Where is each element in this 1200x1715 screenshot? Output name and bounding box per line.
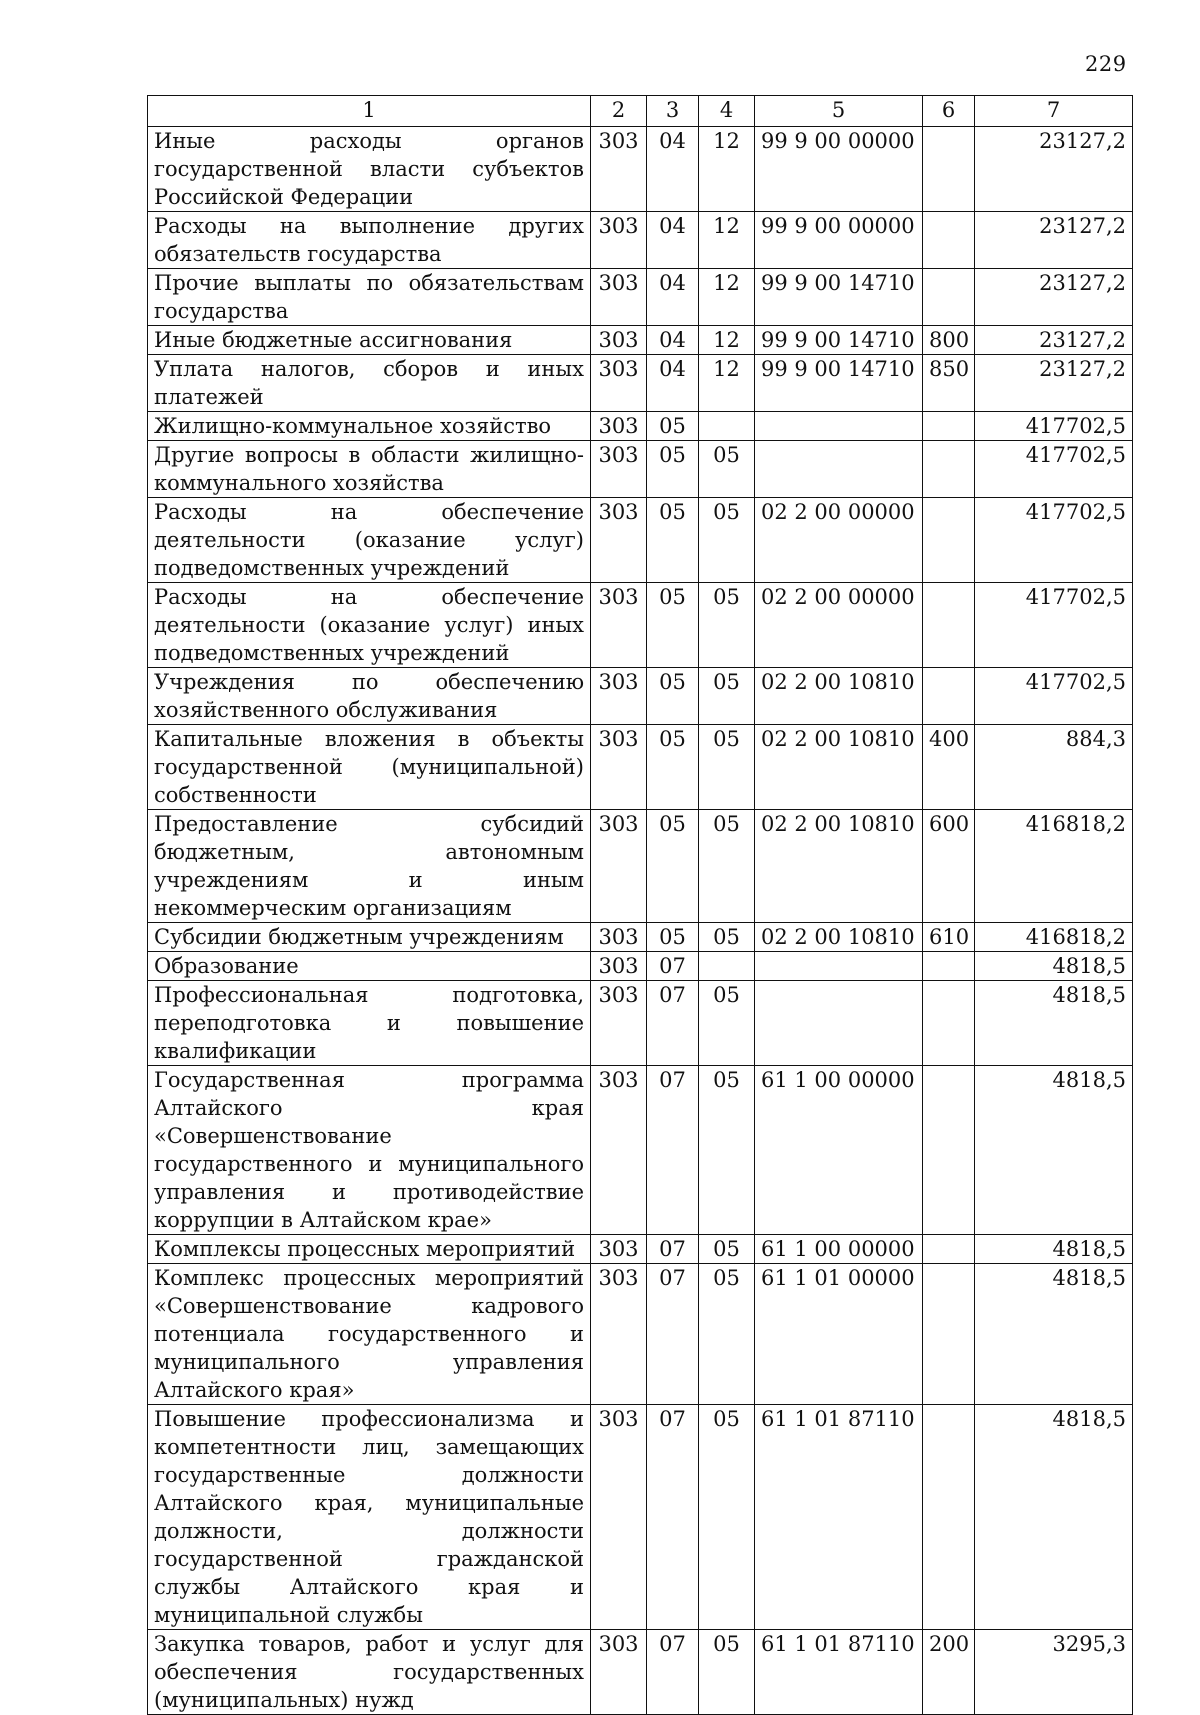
- target-article-cell: 61 1 00 00000: [755, 1066, 923, 1235]
- expense-name-cell: Субсидии бюджетным учреждениям: [148, 923, 591, 952]
- subsection-code-cell: 12: [699, 355, 755, 412]
- ministry-code-cell: 303: [591, 952, 647, 981]
- section-code-cell: 07: [647, 1235, 699, 1264]
- page-number: 229: [1085, 52, 1127, 76]
- target-article-cell: 99 9 00 00000: [755, 127, 923, 212]
- ministry-code-cell: 303: [591, 1630, 647, 1715]
- column-header: 5: [755, 96, 923, 127]
- ministry-code-cell: 303: [591, 355, 647, 412]
- target-article-cell: [755, 412, 923, 441]
- subsection-code-cell: 05: [699, 923, 755, 952]
- target-article-cell: 02 2 00 10810: [755, 923, 923, 952]
- amount-cell: 417702,5: [975, 583, 1133, 668]
- expense-type-cell: [923, 441, 975, 498]
- amount-cell: 416818,2: [975, 923, 1133, 952]
- section-code-cell: 05: [647, 498, 699, 583]
- target-article-cell: 02 2 00 10810: [755, 668, 923, 725]
- section-code-cell: 04: [647, 127, 699, 212]
- expense-name-cell: Прочие выплаты по обязательствам государства: [148, 269, 591, 326]
- section-code-cell: 05: [647, 441, 699, 498]
- table-row: [148, 269, 1133, 326]
- expense-name-cell: Предоставление субсидий бюджетным, автономным учреждениям и иным некоммерческим организациям: [148, 810, 591, 923]
- subsection-code-cell: 05: [699, 441, 755, 498]
- table-row: [148, 952, 1133, 981]
- header-row: [148, 96, 1133, 127]
- table-row: [148, 441, 1133, 498]
- subsection-code-cell: 05: [699, 1235, 755, 1264]
- expense-type-cell: [923, 212, 975, 269]
- ministry-code-cell: 303: [591, 412, 647, 441]
- expense-type-cell: 600: [923, 810, 975, 923]
- amount-cell: 3295,3: [975, 1630, 1133, 1715]
- expense-type-cell: [923, 412, 975, 441]
- ministry-code-cell: 303: [591, 981, 647, 1066]
- section-code-cell: 05: [647, 668, 699, 725]
- target-article-cell: 61 1 01 87110: [755, 1405, 923, 1630]
- table-row: [148, 1264, 1133, 1405]
- expense-name-cell: Профессиональная подготовка, переподготовка и повышение квалификации: [148, 981, 591, 1066]
- table-row: [148, 1405, 1133, 1630]
- expense-type-cell: [923, 668, 975, 725]
- amount-cell: 417702,5: [975, 412, 1133, 441]
- section-code-cell: 05: [647, 923, 699, 952]
- table-row: [148, 1235, 1133, 1264]
- subsection-code-cell: 05: [699, 583, 755, 668]
- budget-table: [147, 95, 1133, 1715]
- amount-cell: 23127,2: [975, 127, 1133, 212]
- expense-name-cell: Иные бюджетные ассигнования: [148, 326, 591, 355]
- subsection-code-cell: 05: [699, 1405, 755, 1630]
- ministry-code-cell: 303: [591, 1066, 647, 1235]
- target-article-cell: 02 2 00 10810: [755, 810, 923, 923]
- ministry-code-cell: 303: [591, 583, 647, 668]
- expense-name-cell: Жилищно-коммунальное хозяйство: [148, 412, 591, 441]
- table-row: [148, 725, 1133, 810]
- expense-type-cell: [923, 1235, 975, 1264]
- expense-type-cell: 850: [923, 355, 975, 412]
- target-article-cell: 02 2 00 00000: [755, 583, 923, 668]
- expense-type-cell: 200: [923, 1630, 975, 1715]
- expense-name-cell: Иные расходы органов государственной власти субъектов Российской Федерации: [148, 127, 591, 212]
- target-article-cell: [755, 441, 923, 498]
- section-code-cell: 07: [647, 1066, 699, 1235]
- ministry-code-cell: 303: [591, 1235, 647, 1264]
- expense-type-cell: 800: [923, 326, 975, 355]
- table-row: [148, 583, 1133, 668]
- table-row: [148, 412, 1133, 441]
- amount-cell: 417702,5: [975, 668, 1133, 725]
- table-row: [148, 1630, 1133, 1715]
- expense-name-cell: Государственная программа Алтайского края «Совершенствование государственного и муниципального управления и противодействие коррупции в Алтайском крае»: [148, 1066, 591, 1235]
- section-code-cell: 07: [647, 1264, 699, 1405]
- target-article-cell: 02 2 00 10810: [755, 725, 923, 810]
- column-header: 4: [699, 96, 755, 127]
- subsection-code-cell: 05: [699, 981, 755, 1066]
- subsection-code-cell: 05: [699, 725, 755, 810]
- column-header: 1: [148, 96, 591, 127]
- target-article-cell: 99 9 00 14710: [755, 326, 923, 355]
- column-header: 3: [647, 96, 699, 127]
- expense-type-cell: [923, 1264, 975, 1405]
- ministry-code-cell: 303: [591, 326, 647, 355]
- section-code-cell: 04: [647, 326, 699, 355]
- amount-cell: 23127,2: [975, 269, 1133, 326]
- amount-cell: 4818,5: [975, 1235, 1133, 1264]
- amount-cell: 4818,5: [975, 1066, 1133, 1235]
- section-code-cell: 04: [647, 212, 699, 269]
- target-article-cell: [755, 952, 923, 981]
- expense-name-cell: Образование: [148, 952, 591, 981]
- column-header: 2: [591, 96, 647, 127]
- expense-name-cell: Капитальные вложения в объекты государственной (муниципальной) собственности: [148, 725, 591, 810]
- target-article-cell: 61 1 01 00000: [755, 1264, 923, 1405]
- subsection-code-cell: 05: [699, 810, 755, 923]
- table-body: [148, 127, 1133, 1715]
- subsection-code-cell: 05: [699, 1264, 755, 1405]
- expense-name-cell: Учреждения по обеспечению хозяйственного обслуживания: [148, 668, 591, 725]
- amount-cell: 4818,5: [975, 952, 1133, 981]
- ministry-code-cell: 303: [591, 212, 647, 269]
- table-row: [148, 810, 1133, 923]
- section-code-cell: 07: [647, 981, 699, 1066]
- expense-type-cell: [923, 127, 975, 212]
- target-article-cell: 99 9 00 14710: [755, 269, 923, 326]
- expense-name-cell: Уплата налогов, сборов и иных платежей: [148, 355, 591, 412]
- expense-type-cell: 610: [923, 923, 975, 952]
- ministry-code-cell: 303: [591, 810, 647, 923]
- amount-cell: 417702,5: [975, 498, 1133, 583]
- target-article-cell: 02 2 00 00000: [755, 498, 923, 583]
- expense-name-cell: Расходы на выполнение других обязательств государства: [148, 212, 591, 269]
- expense-name-cell: Комплекс процессных мероприятий «Совершенствование кадрового потенциала государственного и муниципального управления Алтайского края»: [148, 1264, 591, 1405]
- section-code-cell: 05: [647, 725, 699, 810]
- table-row: [148, 981, 1133, 1066]
- amount-cell: 884,3: [975, 725, 1133, 810]
- ministry-code-cell: 303: [591, 127, 647, 212]
- subsection-code-cell: 05: [699, 1066, 755, 1235]
- target-article-cell: 61 1 00 00000: [755, 1235, 923, 1264]
- target-article-cell: 61 1 01 87110: [755, 1630, 923, 1715]
- amount-cell: 4818,5: [975, 1405, 1133, 1630]
- expense-type-cell: [923, 981, 975, 1066]
- subsection-code-cell: 05: [699, 1630, 755, 1715]
- expense-name-cell: Другие вопросы в области жилищно-коммунального хозяйства: [148, 441, 591, 498]
- amount-cell: 23127,2: [975, 212, 1133, 269]
- expense-type-cell: [923, 1405, 975, 1630]
- subsection-code-cell: [699, 412, 755, 441]
- ministry-code-cell: 303: [591, 498, 647, 583]
- ministry-code-cell: 303: [591, 725, 647, 810]
- subsection-code-cell: 05: [699, 498, 755, 583]
- expense-type-cell: [923, 498, 975, 583]
- target-article-cell: [755, 981, 923, 1066]
- amount-cell: 4818,5: [975, 981, 1133, 1066]
- table-row: [148, 668, 1133, 725]
- section-code-cell: 07: [647, 952, 699, 981]
- section-code-cell: 05: [647, 583, 699, 668]
- expense-name-cell: Комплексы процессных мероприятий: [148, 1235, 591, 1264]
- amount-cell: 416818,2: [975, 810, 1133, 923]
- expense-name-cell: Расходы на обеспечение деятельности (оказание услуг) иных подведомственных учреждений: [148, 583, 591, 668]
- amount-cell: 23127,2: [975, 355, 1133, 412]
- amount-cell: 4818,5: [975, 1264, 1133, 1405]
- expense-type-cell: [923, 269, 975, 326]
- expense-type-cell: [923, 1066, 975, 1235]
- table-row: [148, 212, 1133, 269]
- table-row: [148, 498, 1133, 583]
- section-code-cell: 05: [647, 810, 699, 923]
- subsection-code-cell: 12: [699, 127, 755, 212]
- expense-name-cell: Расходы на обеспечение деятельности (оказание услуг) подведомственных учреждений: [148, 498, 591, 583]
- column-header: 6: [923, 96, 975, 127]
- subsection-code-cell: 12: [699, 326, 755, 355]
- section-code-cell: 07: [647, 1630, 699, 1715]
- expense-type-cell: [923, 583, 975, 668]
- ministry-code-cell: 303: [591, 923, 647, 952]
- section-code-cell: 04: [647, 355, 699, 412]
- amount-cell: 23127,2: [975, 326, 1133, 355]
- amount-cell: 417702,5: [975, 441, 1133, 498]
- table-row: [148, 127, 1133, 212]
- ministry-code-cell: 303: [591, 668, 647, 725]
- target-article-cell: 99 9 00 14710: [755, 355, 923, 412]
- expense-type-cell: [923, 952, 975, 981]
- subsection-code-cell: [699, 952, 755, 981]
- subsection-code-cell: 05: [699, 668, 755, 725]
- ministry-code-cell: 303: [591, 441, 647, 498]
- expense-name-cell: Закупка товаров, работ и услуг для обеспечения государственных (муниципальных) нужд: [148, 1630, 591, 1715]
- column-header: 7: [975, 96, 1133, 127]
- ministry-code-cell: 303: [591, 1264, 647, 1405]
- ministry-code-cell: 303: [591, 269, 647, 326]
- table-row: [148, 923, 1133, 952]
- expense-type-cell: 400: [923, 725, 975, 810]
- target-article-cell: 99 9 00 00000: [755, 212, 923, 269]
- subsection-code-cell: 12: [699, 269, 755, 326]
- expense-name-cell: Повышение профессионализма и компетентности лиц, замещающих государственные должности Алтайского края, муниципальные должности, должности государственной гражданской службы Алтайского края и муниципальной службы: [148, 1405, 591, 1630]
- table-row: [148, 326, 1133, 355]
- section-code-cell: 07: [647, 1405, 699, 1630]
- section-code-cell: 04: [647, 269, 699, 326]
- subsection-code-cell: 12: [699, 212, 755, 269]
- ministry-code-cell: 303: [591, 1405, 647, 1630]
- table-row: [148, 355, 1133, 412]
- section-code-cell: 05: [647, 412, 699, 441]
- table-row: [148, 1066, 1133, 1235]
